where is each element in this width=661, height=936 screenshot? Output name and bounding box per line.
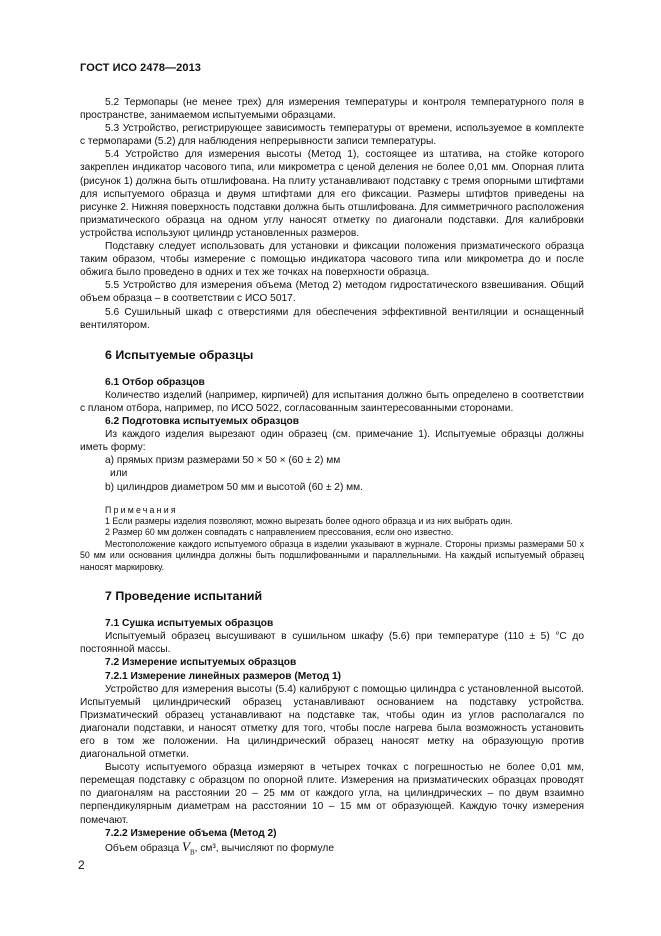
subsection-6-1-title: 6.1 Отбор образцов (105, 376, 205, 388)
page-content (80, 96, 584, 859)
note-2: 2 Размер 60 мм должен совпадать с направлением прессования, если оно известно. (105, 527, 454, 538)
paragraph-5-5: 5.5 Устройство для измерения объема (Метод 2) методом гидростатического взвешивания. Общий объем образца – в соответствии с ИСО 5017. (80, 280, 584, 305)
paragraph-7-2-1-a: Устройство для измерения высоты (5.4) калибруют с помощью цилиндра с установленной высотой. Испытуемый цилиндрический образец устанавливают основанием на подставку устройства. Призматический образец устанавливают на подставке так, чтобы один из углов располагался по диагонали подставки, и наносят отметку для того, чтобы после нагрева была возможность установить его в том же положении. На цилиндрический образец наносят метку на образующую против диагональной отметки. (80, 683, 584, 761)
volume-variable-letter: V (182, 838, 190, 854)
paragraph-6-2: Из каждого изделия вырезают один образец (см. примечание 1). Испытуемые образцы должны иметь форму: (80, 429, 584, 454)
paragraph-5-4-continued: Подставку следует использовать для установки и фиксации положения призматического образца таким образом, чтобы измерение с помощью индикатора часового типа или микрометра до и после обжига было проведено в одних и тех же точках на поверхности образца. (80, 241, 584, 279)
page-number: 2 (78, 858, 85, 872)
formula-intro-post: , см³, вычисляют по формуле (194, 842, 334, 854)
list-item-b: b) цилиндров диаметром 50 мм и высотой (60 ± 2) мм. (105, 481, 364, 493)
paragraph-5-6: 5.6 Сушильный шкаф с отверстиями для обеспечения эффективной вентиляции и оснащенный вентилятором. (80, 306, 584, 331)
volume-variable (182, 838, 195, 857)
list-item-a: a) прямых призм размерами 50 × 50 × (60 ± 2) мм (105, 455, 341, 467)
section-6-heading: 6 Испытуемые образцы (105, 347, 254, 362)
notes-block (80, 505, 584, 573)
paragraph-5-3: 5.3 Устройство, регистрирующее зависимость температуры от времени, используемое в комплекте с термопарами (5.2) для наблюдения непрерывности записи температуры. (80, 123, 584, 148)
document-header: ГОСТ ИСО 2478—2013 (80, 62, 202, 74)
paragraph-6-1: Количество изделий (например, кирпичей) для испытания должно быть определено в соответствии с планом отбора, например, по ИСО 5022, согласованным заинтересованными сторонами. (80, 389, 584, 414)
paragraph-7-2-1-b: Высоту испытуемого образца измеряют в четырех точках с погрешностью не более 0,01 мм, перемещая подставку с образцом по опорной плите. Измерения на призматических образцах проводят по диагоналям на расстоянии 20 – 25 мм от каждого угла, на цилиндрических – по двум взаимно перпендикулярным диаметрам на расстоянии 10 – 15 мм от образующей. Каждую точку измерения помечают. (80, 762, 584, 826)
note-1: 1 Если размеры изделия позволяют, можно вырезать более одного образца и из них выбрать один. (105, 516, 513, 527)
subsection-7-2-title: 7.2 Измерение испытуемых образцов (105, 657, 297, 669)
formula-intro-pre: Объем образца (105, 842, 180, 854)
paragraph-7-1: Испытуемый образец высушивают в сушильном шкафу (5.6) при температуре (110 ± 5) °С до постоянной массы. (80, 631, 584, 656)
subsection-7-2-1-title: 7.2.1 Измерение линейных размеров (Метод 1) (105, 670, 342, 682)
list-item-or: или (110, 468, 128, 480)
section-7-heading: 7 Проведение испытаний (105, 589, 263, 604)
formula-intro (80, 840, 584, 860)
subsection-7-1-title: 7.1 Сушка испытуемых образцов (105, 618, 274, 630)
subsection-7-2-2-title: 7.2.2 Измерение объема (Метод 2) (105, 827, 277, 839)
notes-heading: Примечания (105, 504, 178, 515)
paragraph-5-2: 5.2 Термопары (не менее трех) для измерения температуры и контроля температурного поля в пространстве, занимаемом испытуемыми образцами. (80, 97, 584, 122)
note-3: Местоположение каждого испытуемого образца в изделии указывают в журнале. Стороны призмы размерами 50 х 50 мм или основания цилиндра должны быть подшлифованными и параллельными. На каждый испытуемый образец наносят маркировку. (80, 538, 584, 572)
subsection-6-2-title: 6.2 Подготовка испытуемых образцов (105, 416, 300, 428)
volume-variable-subscript: B (189, 848, 195, 857)
paragraph-5-4: 5.4 Устройство для измерения высоты (Метод 1), состоящее из штатива, на стойке которого закреплен индикатор часового типа, или микрометра с ценой деления не более 0,01 мм. Опорная плита (рисунок 1) должна быть отшлифована. На плиту устанавливают подставку с тремя опорными штифтами для испытуемого образца и двумя штифтами для его фиксации. Размеры штифтов приведены на рисунке 2. Нижняя поверхность подставки должна быть отшлифована. Для симметричного расположения призматического образца на одном углу наносят отметку по диагонали подставки. Для калибровки устройства используют цилиндр установленных размеров. (80, 149, 584, 239)
